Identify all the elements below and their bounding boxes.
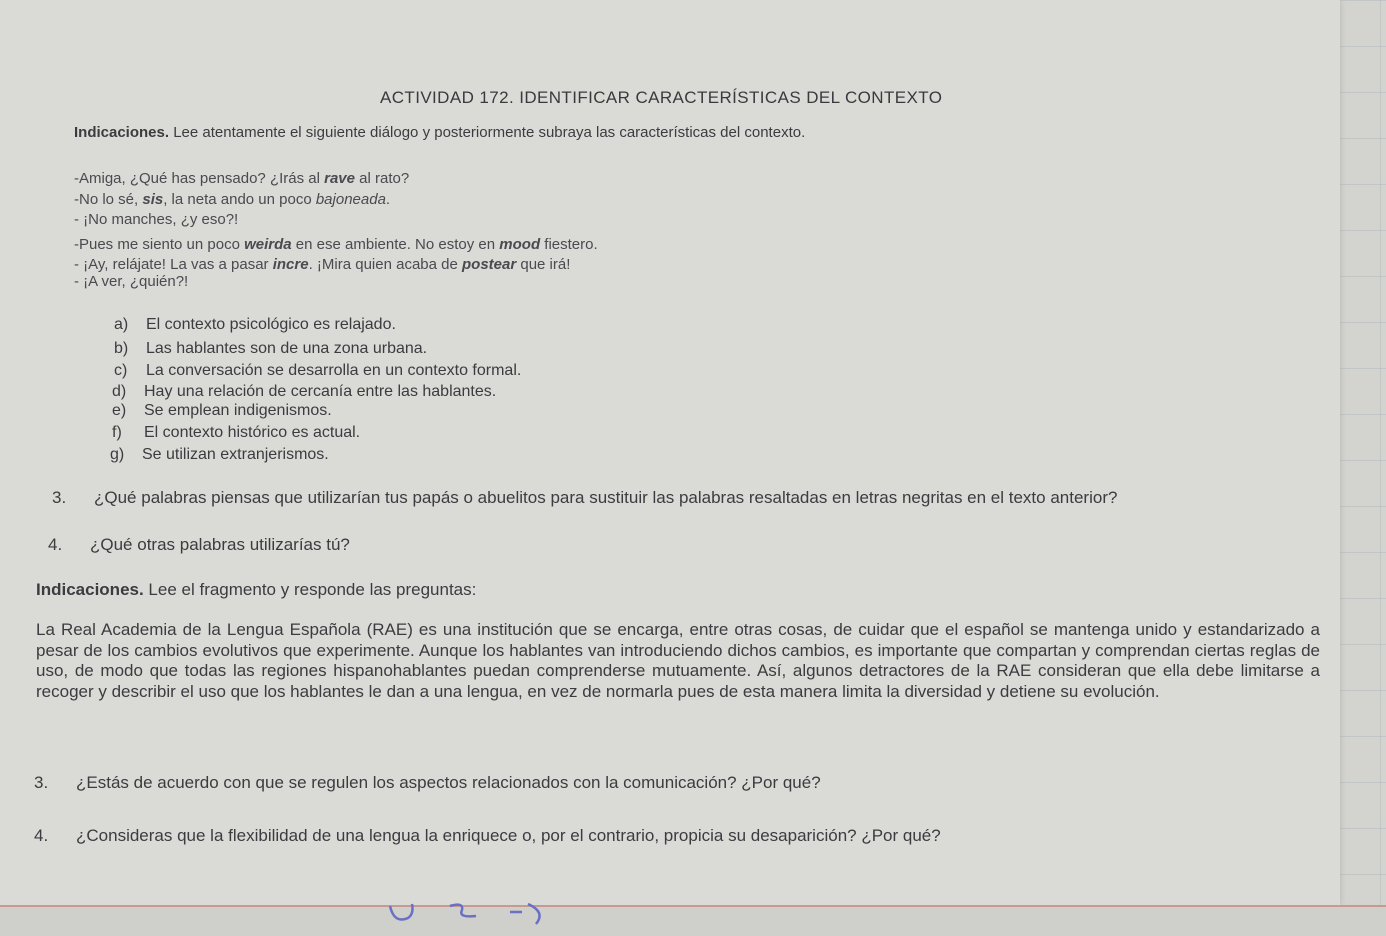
highlighted-word: postear [462,256,517,273]
option-text: El contexto histórico es actual. [144,424,361,441]
question-number: 4. [34,826,49,845]
highlighted-word: weirda [244,236,292,253]
question-number: 4. [48,535,63,554]
option-c [114,362,521,380]
instructions-2-label: Indicaciones. [36,580,144,599]
option-b [114,340,427,358]
dialogue-line-2 [74,191,390,208]
question-text: ¿Qué palabras piensas que utilizarían tus papás o abuelitos para sustituir las palabras resaltadas en letras negritas en el texto anterior? [94,488,1118,507]
dialogue-text: -No lo sé, [74,191,143,208]
option-text: Hay una relación de cercanía entre las hablantes. [144,383,497,400]
option-text: Se utilizan extranjerismos. [142,446,329,463]
dialogue-line-1 [74,170,409,187]
option-d [112,383,496,401]
pen-scribble-icon [380,898,580,932]
option-g [110,446,329,464]
option-f [112,424,360,442]
option-a [114,316,396,334]
notebook-edge [0,905,1386,936]
dialogue-text: fiestero. [540,236,598,253]
option-label: g) [110,446,125,463]
activity-title: ACTIVIDAD 172. IDENTIFICAR CARACTERÍSTICAS DEL CONTEXTO [380,88,943,107]
dialogue-text: -Amiga, ¿Qué has pensado? ¿Irás al [74,170,325,187]
question-number: 3. [34,773,49,792]
option-label: d) [112,383,127,400]
highlighted-word: sis [142,191,164,208]
option-e [112,402,332,420]
dialogue-line-5 [74,256,570,273]
option-label: a) [114,316,129,333]
italic-word: bajoneada [315,191,386,208]
instructions-1 [74,124,805,141]
highlighted-word: rave [324,170,355,187]
option-label: e) [112,402,127,419]
option-text: La conversación se desarrolla en un contexto formal. [146,362,522,379]
dialogue-line-6: - ¡A ver, ¿quién?! [74,273,189,290]
dialogue-text: , la neta ando un poco [163,191,316,208]
highlighted-word: mood [499,236,541,253]
dialogue-text: que irá! [516,256,571,273]
dialogue-text: . ¡Mira quien acaba de [308,256,462,273]
option-label: c) [114,362,128,379]
question-number: 3. [52,488,67,507]
dialogue-text: - ¡Ay, relájate! La vas a pasar [74,256,273,273]
question-3-regulation [34,773,821,793]
option-text: Las hablantes son de una zona urbana. [146,340,428,357]
dialogue-line-3: - ¡No manches, ¿y eso?! [74,211,239,228]
instructions-2 [36,580,476,600]
question-text: ¿Qué otras palabras utilizarías tú? [90,535,350,554]
dialogue-line-4 [74,236,598,253]
option-text: Se emplean indigenismos. [144,402,332,419]
dialogue-text: . [385,191,391,208]
option-label: f) [112,424,122,441]
dialogue-text: -Pues me siento un poco [74,236,245,253]
question-3-words [52,488,1117,508]
instructions-1-text: Lee atentamente el siguiente diálogo y posteriormente subraya las características del contexto. [169,124,806,141]
dialogue-text: en ese ambiente. No estoy en [291,236,500,253]
rae-paragraph: La Real Academia de la Lengua Española (RAE) es una institución que se encarga, entre otras cosas, de cuidar que el español se mantenga unido y estandarizado a pesar de los cambios evolutivos que experimente. Aunque los hablantes van introduciendo dichos cambios, es importante que compartan y comprendan ciertas reglas de uso, de modo que todas las regiones hispanohablantes puedan comprenderse mutuamente. Así, algunos detractores de la RAE consideran que ella debe limitarse a recoger y describir el uso que los hablantes le dan a una lengua, en vez de normarla pues de esta manera limita la diversidad y detiene su evolución. [36,620,1320,701]
question-4-flexibility [34,826,941,846]
question-text: ¿Estás de acuerdo con que se regulen los aspectos relacionados con la comunicación? ¿Por qué? [76,773,821,792]
dialogue-text: al rato? [355,170,410,187]
option-text: El contexto psicológico es relajado. [146,316,396,333]
option-label: b) [114,340,129,357]
question-4-words [48,535,350,555]
instructions-2-text: Lee el fragmento y responde las preguntas: [143,580,477,599]
highlighted-word: incre [272,256,309,273]
instructions-1-label: Indicaciones. [74,124,170,141]
question-text: ¿Consideras que la flexibilidad de una lengua la enriquece o, por el contrario, propicia su desaparición? ¿Por qué? [76,826,941,845]
